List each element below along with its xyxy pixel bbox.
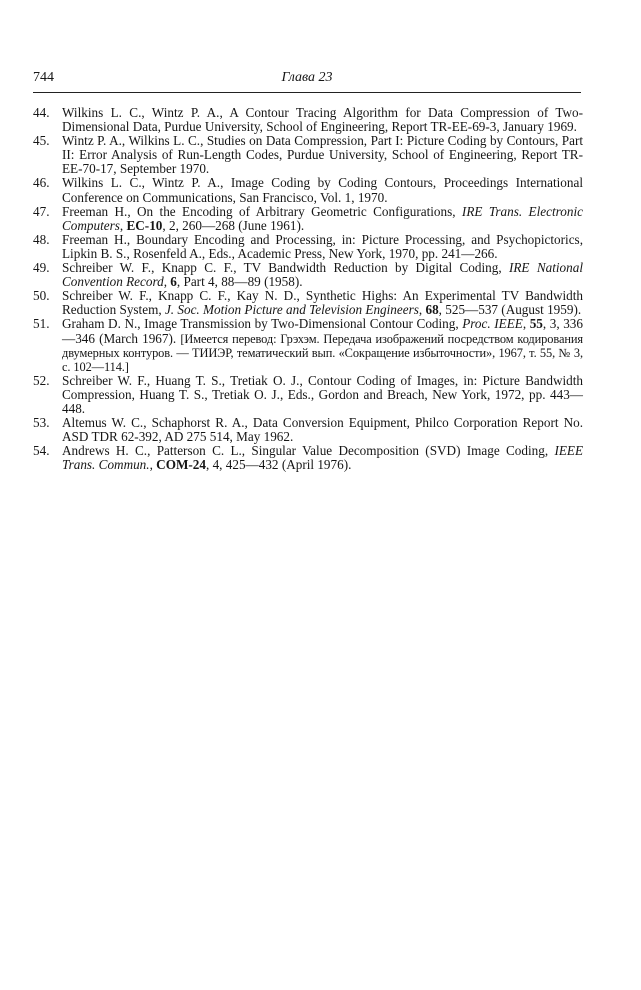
reference-text-part: Schreiber W. F., Huang T. S., Tretiak O. J., Contour Coding of Images, in: Picture Bandwidth Compression, Huang T. S., Tretiak O. J., Eds., Gordon and Breach, New York, 1972, pp. 443—448. xyxy=(62,372,583,416)
reference-number: 44. xyxy=(33,105,50,120)
reference-text-part: Schreiber W. F., Knapp C. F., TV Bandwidth Reduction by Digital Coding, xyxy=(62,260,509,276)
reference-text xyxy=(62,444,583,472)
reference-number: 54. xyxy=(33,443,50,459)
reference-text-part: , 3, 336—346 (March 1967). xyxy=(62,316,583,346)
reference-text-part: , Part 4, 88—89 (1958). xyxy=(176,274,303,290)
reference-source-italic: IEEE Trans. Commun. xyxy=(62,443,583,473)
reference-number: 46. xyxy=(33,175,50,191)
reference-number: 45. xyxy=(33,133,50,149)
reference-text-part: , xyxy=(418,302,426,318)
reference-text-part: , 525—537 (August 1959). xyxy=(438,302,582,318)
reference-item xyxy=(33,205,583,233)
reference-item xyxy=(33,416,583,444)
reference-number: 51. xyxy=(33,316,50,332)
reference-volume-bold: 55 xyxy=(529,316,543,332)
reference-text-part: Freeman H., On the Encoding of Arbitrary Geometric Configurations, xyxy=(62,203,462,219)
reference-text-part: , xyxy=(149,457,157,473)
reference-volume-bold: 6 xyxy=(170,274,177,290)
reference-text-part: Wintz P. A., Wilkins L. C., Studies on Data Compression, Part I: Picture Coding by Contours, Part II: Error Analysis of Run-Length Codes, Purdue University, School of Engineering, Report TR-EE-70-17, September 1970. xyxy=(62,133,583,177)
reference-item xyxy=(33,176,583,204)
reference-text xyxy=(62,416,583,444)
reference-text-part: Wilkins L. C., Wintz P. A., A Contour Tracing Algorithm for Data Compression of Two-Dimensional Data, Purdue University, School of Engineering, Report TR-EE-69-3, January 1969. xyxy=(62,105,583,135)
reference-item xyxy=(33,444,583,472)
reference-number: 48. xyxy=(33,231,50,247)
reference-text-part: , 4, 425—432 (April 1976). xyxy=(205,457,352,473)
reference-source-italic: J. Soc. Motion Picture and Television Engineers xyxy=(164,302,419,318)
reference-text-part: Wilkins L. C., Wintz P. A., Image Coding by Coding Contours, Proceedings International Conference on Communications, San Francisco, Vol. 1, 1970. xyxy=(62,175,583,205)
reference-number: 52. xyxy=(33,372,50,388)
page-number: 744 xyxy=(33,70,54,85)
reference-text-part: , xyxy=(163,274,171,290)
header-rule xyxy=(33,92,581,93)
reference-number: 49. xyxy=(33,260,50,276)
reference-number: 50. xyxy=(33,288,50,304)
reference-item xyxy=(33,233,583,261)
reference-text xyxy=(62,374,583,416)
reference-text-part: Andrews H. C., Patterson C. L., Singular Value Decomposition (SVD) Image Coding, xyxy=(62,443,555,459)
reference-text xyxy=(62,289,583,317)
reference-text-part: Graham D. N., Image Transmission by Two-Dimensional Contour Coding, xyxy=(62,316,463,332)
reference-text xyxy=(62,261,583,289)
reference-text-part: Schreiber W. F., Knapp C. F., Kay N. D., Synthetic Highs: An Experimental TV Bandwidth Reduction System, xyxy=(62,288,583,318)
reference-source-italic: IRE Trans. Electronic Computers xyxy=(62,203,583,233)
reference-translation-note: [Имеется перевод: Грэхэм. Передача изображений посредством кодирования двумерных контуров. — ТИИЭР, тематический вып. «Сокращение избыточности», 1967, т. 55, № 3, с. 102—114.] xyxy=(62,331,583,374)
reference-item xyxy=(33,374,583,416)
reference-text-part: , 2, 260—268 (June 1961). xyxy=(162,217,305,233)
reference-source-italic: Proc. IEEE xyxy=(462,316,523,332)
reference-text-part: Freeman H., Boundary Encoding and Processing, in: Picture Processing, and Psychopictorics, Lipkin B. S., Rosenfeld A., Eds., Academic Press, New York, 1970, pp. 241—266. xyxy=(62,231,583,261)
reference-volume-bold: 68 xyxy=(425,302,439,318)
reference-source-italic: IRE National Convention Record xyxy=(62,260,583,290)
reference-volume-bold: EC-10 xyxy=(126,217,163,233)
reference-item xyxy=(33,134,583,176)
reference-item xyxy=(33,261,583,289)
reference-text-part: Altemus W. C., Schaphorst R. A., Data Conversion Equipment, Philco Corporation Report No. ASD TDR 62-392, AD 275 514, May 1962. xyxy=(62,415,583,445)
reference-volume-bold: COM-24 xyxy=(156,457,206,473)
page-header xyxy=(33,70,581,90)
reference-item xyxy=(33,317,583,373)
reference-text-part: , xyxy=(119,217,127,233)
reference-text xyxy=(62,317,583,373)
reference-text-part: , xyxy=(522,316,530,332)
reference-item xyxy=(33,289,583,317)
reference-number: 53. xyxy=(33,415,50,431)
reference-text xyxy=(62,106,583,134)
chapter-title: Глава 23 xyxy=(281,70,333,85)
reference-item xyxy=(33,106,583,134)
reference-text xyxy=(62,176,583,204)
reference-list xyxy=(33,106,583,472)
reference-number: 47. xyxy=(33,203,50,219)
reference-text xyxy=(62,233,583,261)
reference-text xyxy=(62,134,583,176)
reference-text xyxy=(62,205,583,233)
